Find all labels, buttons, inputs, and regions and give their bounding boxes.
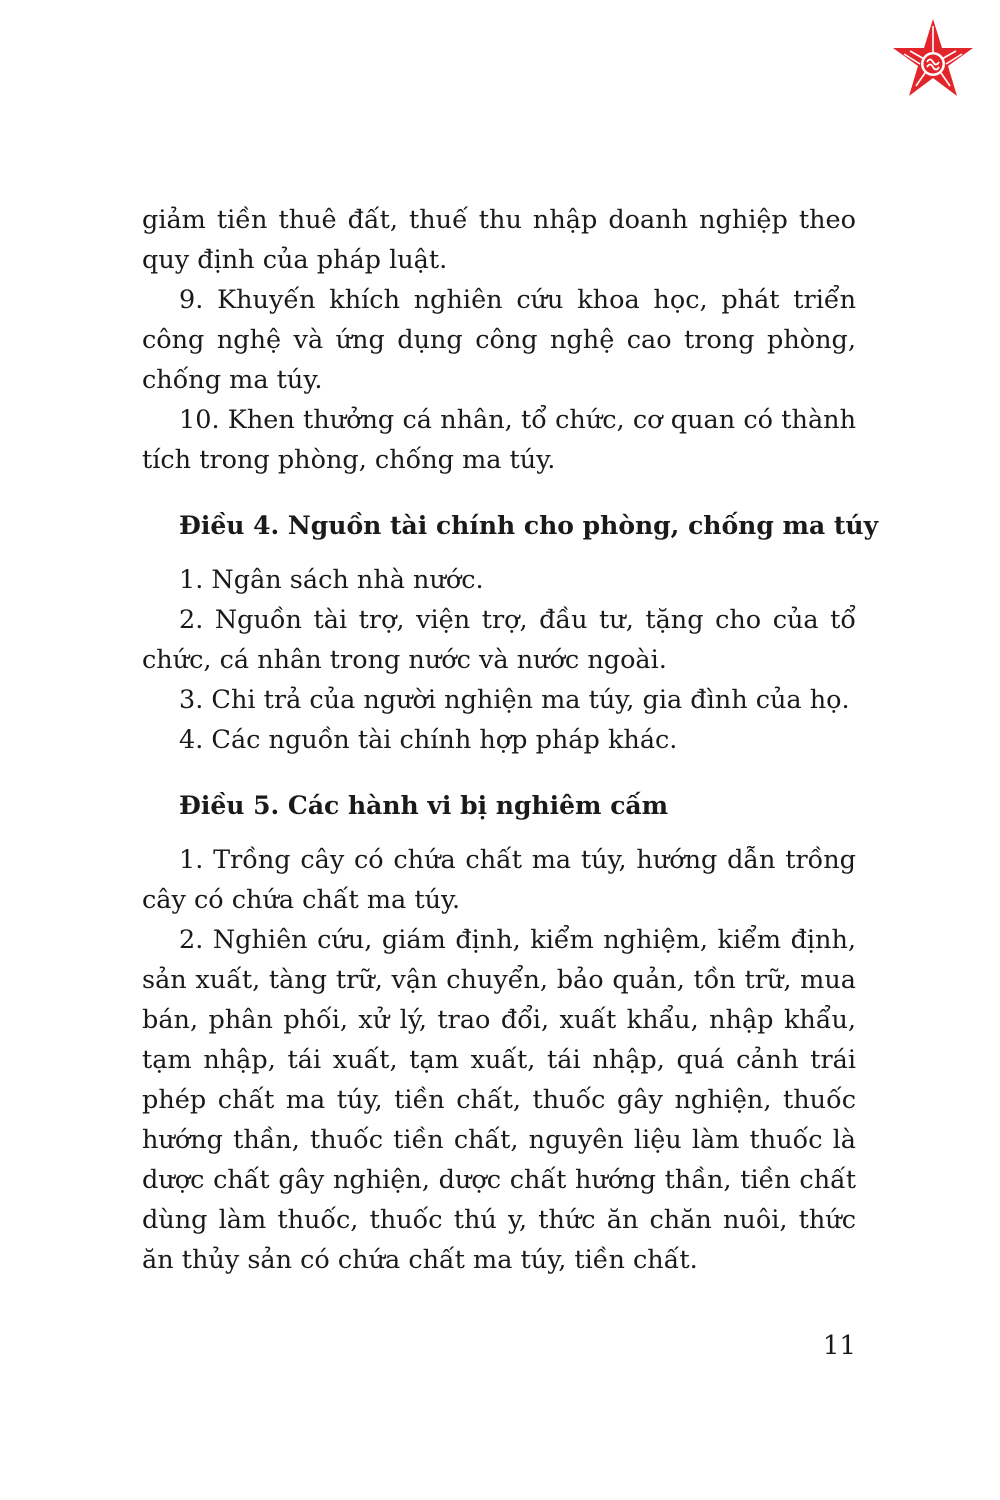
article-5-item-1: 1. Trồng cây có chứa chất ma túy, hướng dẫn trồng cây có chứa chất ma túy. (142, 845, 856, 915)
article-4-item-2: 2. Nguồn tài trợ, viện trợ, đầu tư, tặng cho của tổ chức, cá nhân trong nước và nước ngoài. (142, 605, 856, 675)
article-4-item-4: 4. Các nguồn tài chính hợp pháp khác. (179, 725, 678, 755)
page-number: 11 (822, 1331, 856, 1361)
article-4-item-3: 3. Chi trả của người nghiện ma túy, gia đình của họ. (179, 685, 850, 715)
article-5-heading: Điều 5. Các hành vi bị nghiêm cấm (179, 791, 669, 820)
paragraph-item-9: 9. Khuyến khích nghiên cứu khoa học, phát triển công nghệ và ứng dụng công nghệ cao trong phòng, chống ma túy. (142, 285, 856, 395)
publisher-star-logo-icon (890, 18, 976, 104)
article-4-heading: Điều 4. Nguồn tài chính cho phòng, chống ma túy (179, 511, 879, 540)
article-5-item-2: 2. Nghiên cứu, giám định, kiểm nghiệm, kiểm định, sản xuất, tàng trữ, vận chuyển, bảo quản, tồn trữ, mua bán, phân phối, xử lý, trao đổi, xuất khẩu, nhập khẩu, tạm nhập, tái xuất, tạm xuất, tái nhập, quá cảnh trái phép chất ma túy, tiền chất, thuốc gây nghiện, thuốc hướng thần, thuốc tiền chất, nguyên liệu làm thuốc là dược chất gây nghiện, dược chất hướng thần, tiền chất dùng làm thuốc, thuốc thú y, thức ăn chăn nuôi, thức ăn thủy sản có chứa chất ma túy, tiền chất. (142, 925, 856, 1275)
paragraph-item-10: 10. Khen thưởng cá nhân, tổ chức, cơ quan có thành tích trong phòng, chống ma túy. (142, 405, 856, 475)
page-body (142, 200, 879, 1280)
article-4-item-1: 1. Ngân sách nhà nước. (179, 565, 484, 595)
paragraph-continuation: giảm tiền thuê đất, thuế thu nhập doanh nghiệp theo quy định của pháp luật. (142, 205, 856, 275)
